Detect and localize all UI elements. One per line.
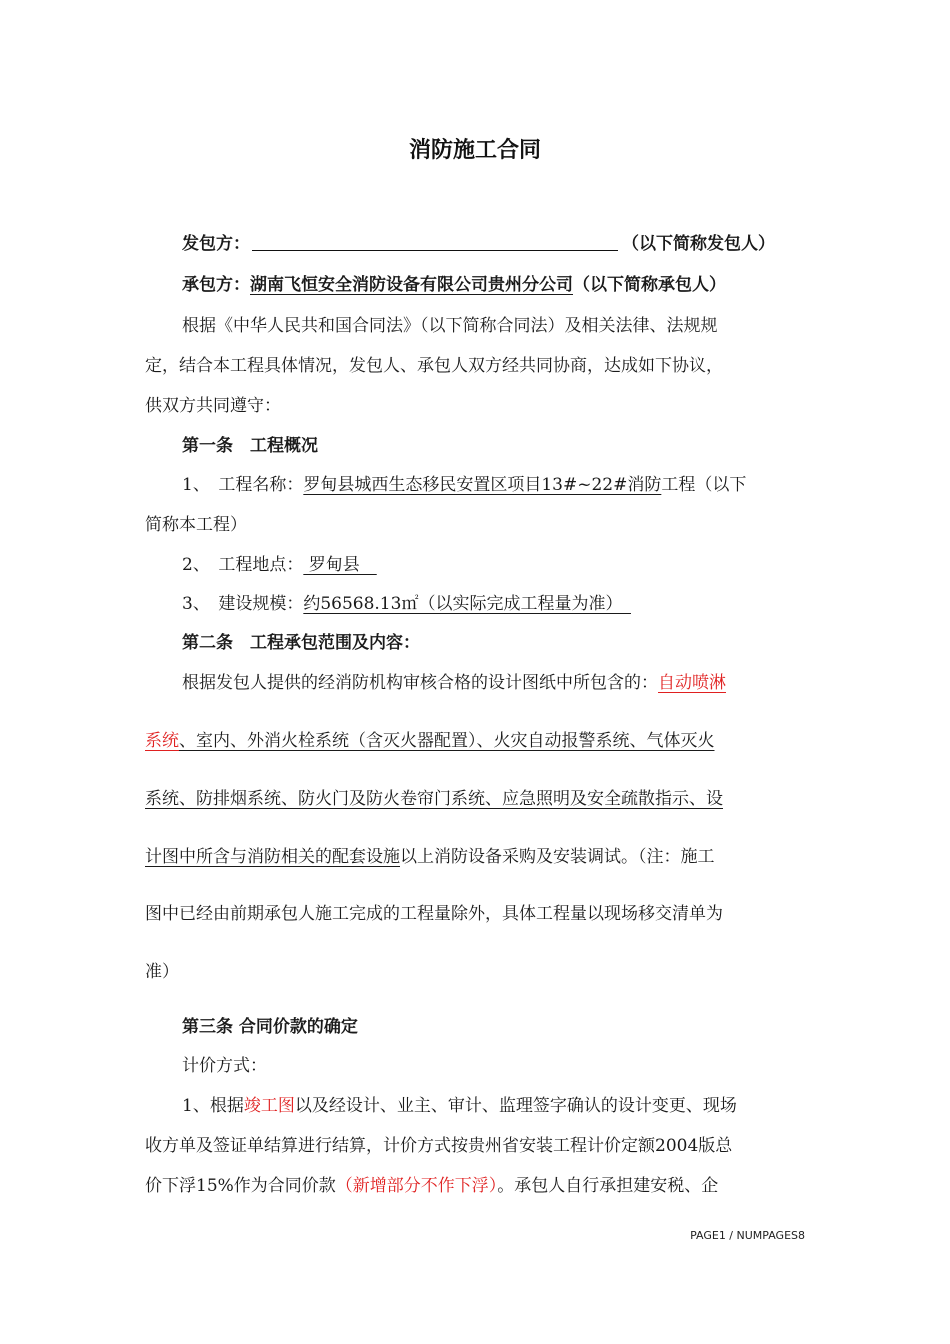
party-a-suffix: （以下简称发包人）	[622, 234, 775, 254]
intro-line-2: 定，结合本工程具体情况，发包人、承包人双方经共同协商，达成如下协议，	[145, 356, 723, 376]
article2-line-1	[182, 671, 805, 695]
article3-line1-a: 1、根据	[182, 1096, 244, 1116]
project-location: 罗甸县	[303, 555, 377, 575]
intro-line-3: 供双方共同遵守：	[145, 396, 281, 416]
party-b-name: 湖南飞恒安全消防设备有限公司贵州分公司	[250, 275, 573, 295]
article2-line2-red: 系统	[145, 731, 179, 751]
party-b-label: 承包方：	[182, 275, 250, 295]
article3-line-2: 收方单及签证单结算进行结算，计价方式按贵州省安装工程计价定额2004版总	[145, 1136, 733, 1156]
article3-line1-red: 竣工图	[243, 1096, 295, 1116]
article2-line2-text: 、室内、外消火栓系统（含灭火器配置）、火灾自动报警系统、气体灭火	[179, 731, 715, 751]
party-a-line	[182, 232, 805, 256]
article2-line1-text: 根据发包人提供的经消防机构审核合格的设计图纸中所包含的：	[182, 673, 658, 693]
article3-line3-a: 价下浮15%作为合同价款	[145, 1176, 336, 1196]
page-title: 消防施工合同	[408, 138, 541, 163]
article3-line3-b: 。承包人自行承担建安税、企	[497, 1176, 719, 1196]
pricing-label: 计价方式：	[182, 1056, 267, 1076]
intro-line-1: 根据《中华人民共和国合同法》（以下简称合同法）及相关法律、法规规	[182, 316, 718, 336]
article1-item3	[182, 592, 842, 616]
article3-line-3	[145, 1174, 805, 1198]
article2-line-2	[145, 729, 805, 753]
party-a-blank	[252, 232, 618, 251]
article1-item1-cont: 简称本工程）	[145, 515, 247, 535]
article1-heading: 第一条 工程概况	[182, 436, 318, 456]
article3-line3-red: （新增部分不作下浮）	[335, 1176, 498, 1196]
article2-line4-text: 以上消防设备采购及安装调试。（注：施工	[400, 847, 715, 867]
article3-heading: 第三条 合同价款的确定	[182, 1017, 358, 1037]
article2-heading: 第二条 工程承包范围及内容：	[182, 633, 420, 653]
article2-line1-red: 自动喷淋	[658, 673, 726, 693]
party-a-label: 发包方：	[182, 234, 250, 254]
article2-line4-underlined: 计图中所含与消防相关的配套设施	[145, 847, 400, 867]
item1-prefix: 1、 工程名称：	[182, 475, 304, 495]
page-footer: PAGE1 / NUMPAGES8	[690, 1229, 805, 1242]
article1-item2	[182, 553, 842, 577]
party-b-suffix: （以下简称承包人）	[573, 275, 726, 295]
party-b-line	[182, 273, 805, 297]
article1-item1	[182, 473, 805, 497]
item1-suffix: 工程（以下	[661, 475, 747, 495]
article2-line-6: 准）	[145, 962, 179, 982]
article2-line-5: 图中已经由前期承包人施工完成的工程量除外，具体工程量以现场移交清单为	[145, 904, 723, 924]
project-name: 罗甸县城西生态移民安置区项目13#~22#消防	[303, 475, 662, 495]
project-scale: 约56568.13㎡（以实际完成工程量为准）	[303, 594, 631, 614]
article3-line-1	[182, 1094, 805, 1118]
article2-line-3: 系统、防排烟系统、防火门及防火卷帘门系统、应急照明及安全疏散指示、设	[145, 789, 723, 809]
item2-prefix: 2、 工程地点：	[182, 555, 304, 575]
article3-line1-b: 以及经设计、业主、审计、监理签字确认的设计变更、现场	[294, 1096, 737, 1116]
item3-prefix: 3、 建设规模：	[182, 594, 304, 614]
article2-line-4	[145, 845, 805, 869]
